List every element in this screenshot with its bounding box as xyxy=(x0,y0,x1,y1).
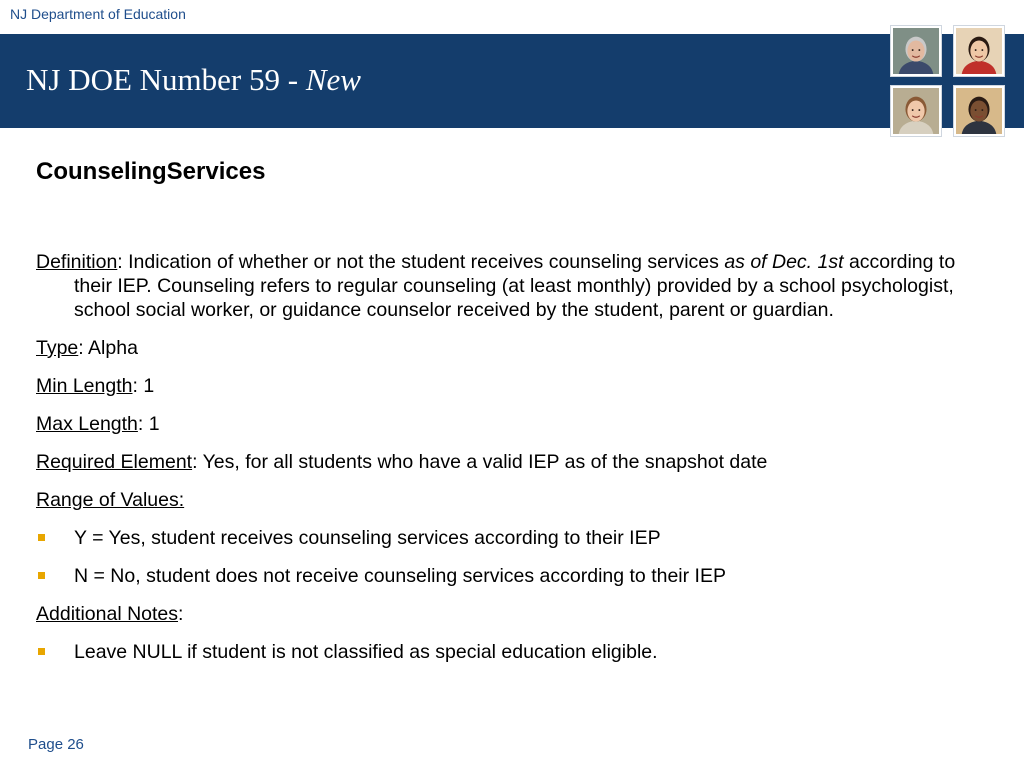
portrait-image xyxy=(956,88,1002,134)
max-length-value: : 1 xyxy=(137,413,160,435)
range-of-values-label: Range of Values: xyxy=(36,489,185,511)
section-heading: CounselingServices xyxy=(36,158,266,185)
range-item-text: Y = Yes, student receives counseling services according to their IEP xyxy=(74,527,661,549)
type-label: Type xyxy=(36,337,79,359)
max-length-label: Max Length xyxy=(36,413,138,435)
range-item xyxy=(36,564,996,588)
definition-paragraph xyxy=(36,250,996,322)
portrait-image xyxy=(893,88,939,134)
max-length-line xyxy=(36,412,996,436)
portrait-image xyxy=(893,28,939,74)
content-body xyxy=(36,250,996,678)
required-element-label: Required Element xyxy=(36,451,193,473)
min-length-label: Min Length xyxy=(36,375,133,397)
title-main: NJ DOE Number 59 - xyxy=(26,62,306,97)
definition-text-1: : Indication of whether or not the student receives counseling services xyxy=(117,251,725,273)
square-bullet-icon xyxy=(38,534,45,541)
definition-text-2: according to their IEP. Counseling refers to regular counseling (at least monthly) provided by a school psychologist, school social worker, or guidance counselor received by the student, parent or guardian. xyxy=(74,251,956,321)
range-item xyxy=(36,526,996,550)
additional-notes-label: Additional Notes xyxy=(36,603,179,625)
man-gray-hair-photo xyxy=(890,25,942,77)
definition-emphasis: as of Dec. 1st xyxy=(724,251,844,273)
org-label: NJ Department of Education xyxy=(10,6,186,22)
title-emphasis: New xyxy=(305,62,361,97)
portrait-image xyxy=(956,28,1002,74)
page-number: Page 26 xyxy=(28,736,84,753)
woman-brown-hair-photo xyxy=(890,85,942,137)
required-element-line xyxy=(36,450,996,474)
range-item-text: N = No, student does not receive counseling services according to their IEP xyxy=(74,565,726,587)
additional-notes-line xyxy=(36,602,996,626)
notes-item-text: Leave NULL if student is not classified as special education eligible. xyxy=(74,641,658,663)
additional-notes-colon: : xyxy=(178,603,184,625)
min-length-value: : 1 xyxy=(132,375,155,397)
woman-dark-hair-photo xyxy=(953,25,1005,77)
slide-title xyxy=(26,62,361,98)
square-bullet-icon xyxy=(38,648,45,655)
min-length-line xyxy=(36,374,996,398)
definition-label: Definition xyxy=(36,251,118,273)
type-value: : Alpha xyxy=(78,337,138,359)
required-element-value: : Yes, for all students who have a valid IEP as of the snapshot date xyxy=(192,451,768,473)
square-bullet-icon xyxy=(38,572,45,579)
notes-item xyxy=(36,640,996,664)
range-of-values-line xyxy=(36,488,996,512)
man-headset-photo xyxy=(953,85,1005,137)
type-line xyxy=(36,336,996,360)
